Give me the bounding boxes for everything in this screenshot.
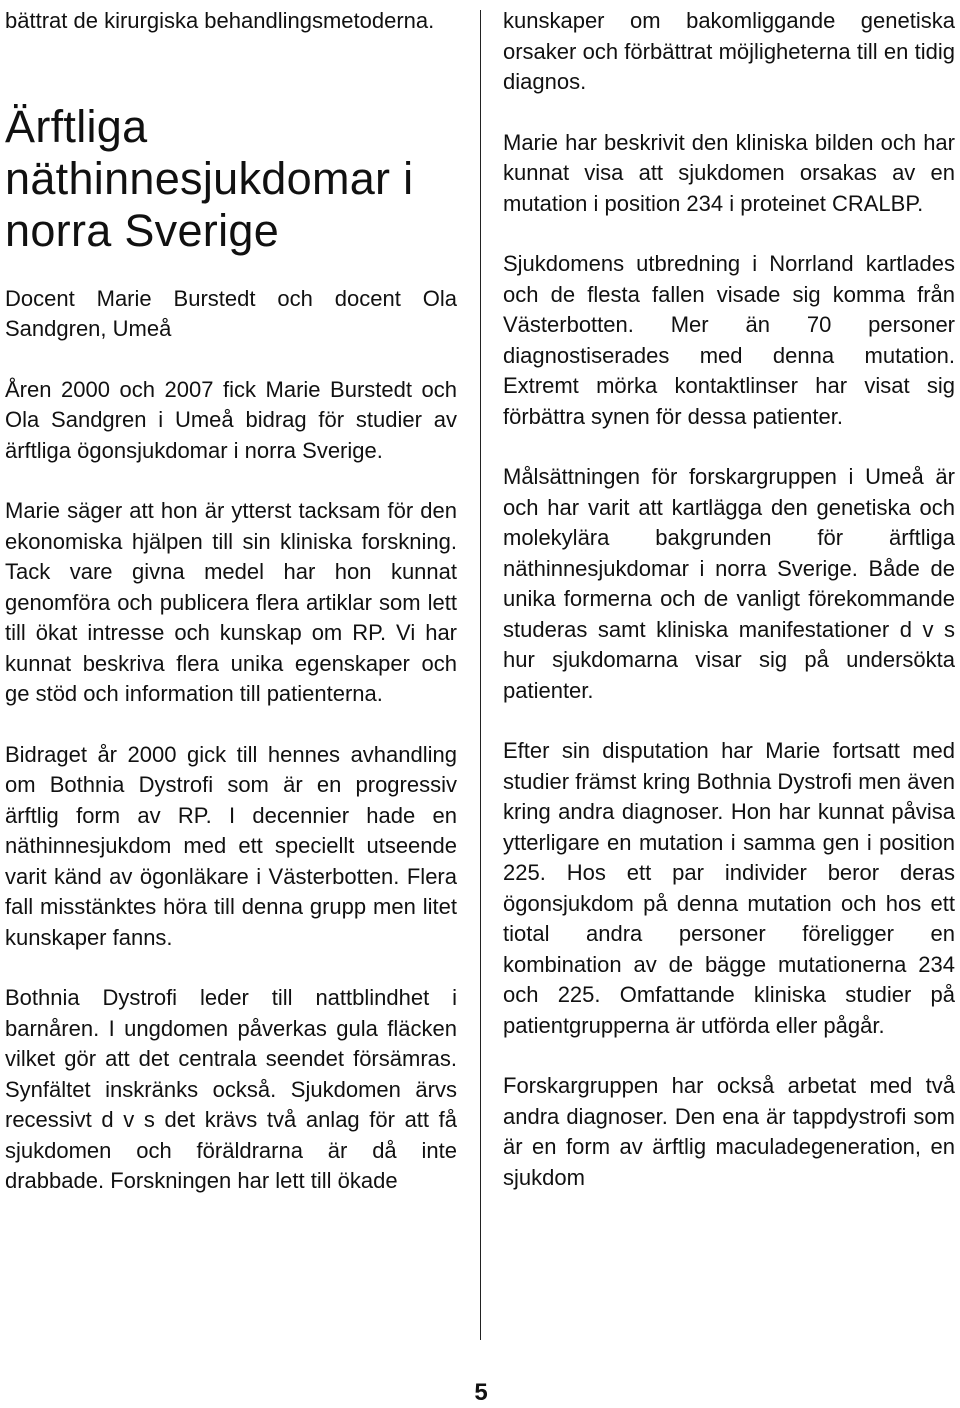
body-paragraph: Efter sin disputation har Marie fortsatt med studier främst kring Bothnia Dystrofi men även kring andra diagnoser. Hon har kunnat påvisa ytterligare en mutation i samma gen i position 225. Hos ett par individer beror deras ögonsjukdom på denna mutation och hos ett tiotal andra personer föreligger en kombination av de bägge mutationerna 234 och 225. Omfattande kliniska studier på patientgrupperna är utförda eller pågår. [503,738,955,1038]
article-heading: Ärftliga näthinnesjukdomar i norra Sverige [5,100,414,256]
body-paragraph: Marie säger att hon är ytterst tacksam för den ekonomiska hjälpen till sin kliniska forskning. Tack vare givna medel har hon kunnat genomföra och publicera flera artiklar som lett till ökat intresse och kunskap om RP. Vi har kunnat beskriva flera unika egenskaper och ge stöd och information till patienterna. [5,498,457,706]
column-divider [480,10,481,1340]
body-paragraph: Marie har beskrivit den kliniska bilden och har kunnat visa att sjukdomen orsakas av en mutation i position 234 i proteinet CRALBP. [503,129,955,216]
article-authors: Docent Marie Burstedt och docent Ola Sandgren, Umeå [5,285,457,341]
body-paragraph: Sjukdomens utbredning i Norrland kartlades och de flesta fallen visade sig komma från Västerbotten. Mer än 70 personer diagnostiserades med denna mutation. Extremt mörka kontaktlinser har visat sig förbättra synen för dessa patienter. [503,251,955,429]
body-paragraph: Åren 2000 och 2007 fick Marie Burstedt och Ola Sandgren i Umeå bidrag för studier av ärftliga ögonsjukdomar i norra Sverige. [5,376,457,463]
body-paragraph: kunskaper om bakomliggande genetiska orsaker och förbättrat möjligheterna till en tidig diagnos. [503,8,955,94]
right-column [503,0,955,1193]
page-number: 5 [474,1379,488,1406]
body-paragraph: Forskargruppen har också arbetat med två andra diagnoser. Den ena är tappdystrofi som är en form av ärftlig maculadegeneration, en sjukdom [503,1073,955,1190]
body-paragraph: Målsättningen för forskargruppen i Umeå är och har varit att kartlägga den genetiska och molekylära bakgrunden för ärftliga näthinnesjukdomar i norra Sverige. Både de unika formerna och de vanligt förekommande studeras samt kliniska manifestationer d v s hur sjukdomarna visar sig på undersökta patienter. [503,464,955,703]
body-paragraph: Bothnia Dystrofi leder till nattblindhet i barnåren. I ungdomen påverkas gula fläcken vilket gör att det centrala seendet försämras. Synfältet inskränks också. Sjukdomen ärvs recessivt d v s det krävs två anlag för att få sjukdomen och föräldrarna är då inte drabbade. Forskningen har lett till ökade [5,985,457,1193]
body-paragraph: Bidraget år 2000 gick till hennes avhandling om Bothnia Dystrofi som är en progressiv ärftlig form av RP. I decennier hade en näthinnesjukdom med ett speciellt utseende varit känd av ögonläkare i Västerbotten. Flera fall misstänktes höra till denna grupp men litet kunskaper fanns. [5,741,457,950]
left-column [5,0,457,1197]
continued-paragraph: bättrat de kirurgiska behandlingsmetoderna. [5,8,435,33]
